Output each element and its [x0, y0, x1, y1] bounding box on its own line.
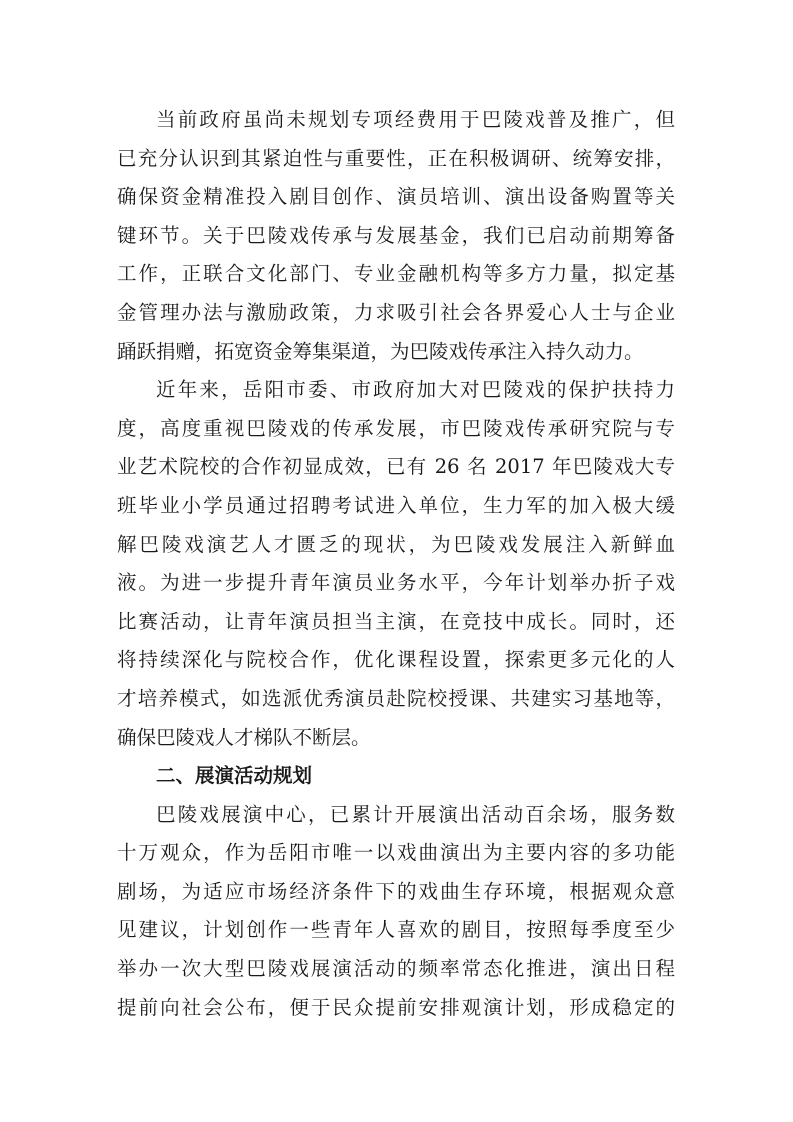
document-body	[117, 101, 675, 1027]
text-line: 巴陵戏展演中心，已累计开展演出活动百余场，服务数	[156, 802, 675, 826]
paragraph-funding	[117, 101, 675, 371]
text-line: 比赛活动，让青年演员担当主演，在竞技中成长。同时，还	[117, 609, 675, 633]
paragraph-talent	[117, 371, 675, 757]
text-line: 度，高度重视巴陵戏的传承发展，市巴陵戏传承研究院与专	[117, 416, 675, 440]
text-line: 近年来，岳阳市委、市政府加大对巴陵戏的保护扶持力	[156, 378, 675, 402]
text-line: 液。为进一步提升青年演员业务水平，今年计划举办折子戏	[117, 571, 675, 595]
text-line: 确保资金精准投入剧目创作、演员培训、演出设备购置等关	[117, 185, 675, 209]
text-line: 才培养模式，如选派优秀演员赴院校授课、共建实习基地等，	[117, 686, 675, 710]
text-line: 十万观众，作为岳阳市唯一以戏曲演出为主要内容的多功能	[117, 841, 675, 865]
text-line: 见建议，计划创作一些青年人喜欢的剧目，按照每季度至少	[117, 918, 675, 942]
text-line: 解巴陵戏演艺人才匮乏的现状，为巴陵戏发展注入新鲜血	[117, 532, 675, 556]
text-line: 当前政府虽尚未规划专项经费用于巴陵戏普及推广，但	[156, 108, 675, 131]
text-line: 确保巴陵戏人才梯队不断层。	[117, 725, 371, 749]
text-line: 金管理办法与激励政策，力求吸引社会各界爱心人士与企业	[117, 300, 675, 324]
section-heading: 二、展演活动规划	[156, 764, 313, 788]
text-line: 剧场，为适应市场经济条件下的戏曲生存环境，根据观众意	[117, 879, 675, 903]
paragraph-performance	[117, 796, 675, 1028]
text-line: 键环节。关于巴陵戏传承与发展基金，我们已启动前期筹备	[117, 223, 675, 247]
text-line: 举办一次大型巴陵戏展演活动的频率常态化推进，演出日程	[117, 957, 675, 981]
text-line: 业艺术院校的合作初显成效，已有 26 名 2017 年巴陵戏大专	[117, 455, 675, 479]
text-line: 已充分认识到其紧迫性与重要性，正在积极调研、统筹安排，	[117, 146, 675, 170]
text-line: 踊跃捐赠，拓宽资金筹集渠道，为巴陵戏传承注入持久动力。	[117, 339, 644, 363]
text-line: 班毕业小学员通过招聘考试进入单位，生力军的加入极大缓	[117, 493, 675, 517]
text-line: 将持续深化与院校合作，优化课程设置，探索更多元化的人	[117, 648, 675, 672]
text-line: 提前向社会公布，便于民众提前安排观演计划，形成稳定的	[117, 995, 675, 1019]
text-line: 工作，正联合文化部门、专业金融机构等多方力量，拟定基	[117, 262, 675, 286]
